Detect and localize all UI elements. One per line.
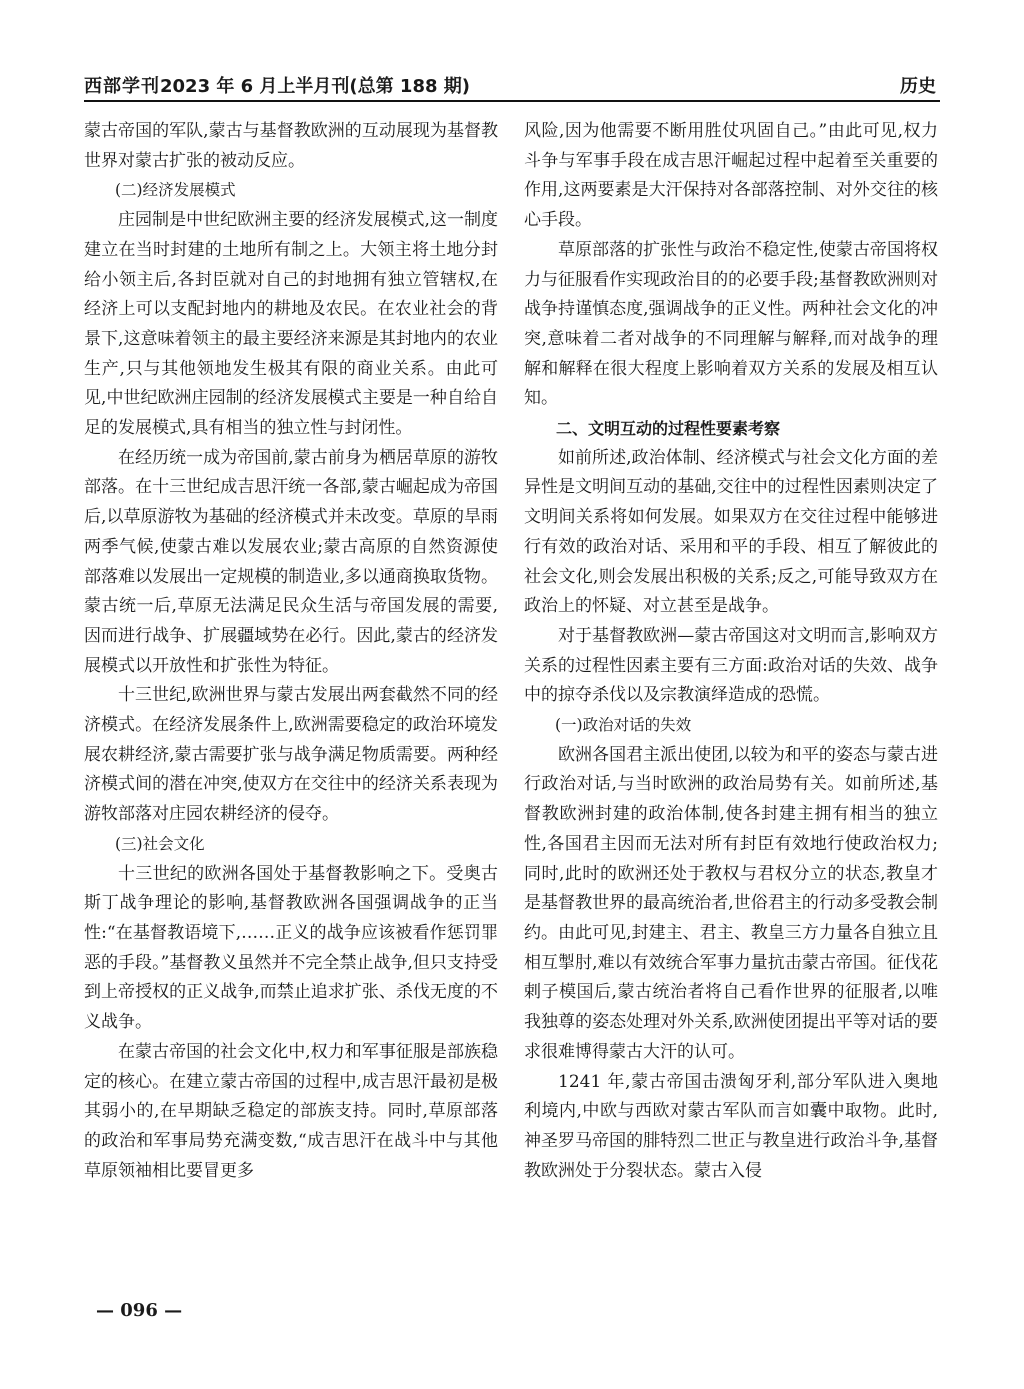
section-heading: 二、文明互动的过程性要素考察 bbox=[556, 419, 781, 439]
paragraph: 如前所述,政治体制、经济模式与社会文化方面的差异性是文明间互动的基础,交往中的过程性因素则决定了文明间关系将如何发展。如果双方在交往过程中能够进行有效的政治对话、采用和平的手段、相互了解彼此的社会文化,则会发展出积极的关系;反之,可能导致双方在政治上的怀疑、对立甚至是战争。 bbox=[524, 447, 938, 617]
paragraph: 欧洲各国君主派出使团,以较为和平的姿态与蒙古进行政治对话,与当时欧洲的政治局势有关。如前所述,基督教欧洲封建的政治体制,使各封建主拥有相当的独立性,各国君主因而无法对所有封臣有效地行使政治权力;同时,此时的欧洲还处于教权与君权分立的状态,教皇才是基督教世界的最高统治者,世俗君主的行动多受教会制约。由此可见,封建主、君主、教皇三方力量各自独立且相互掣肘,难以有效统合军事力量抗击蒙古帝国。征伐花剌子模国后,蒙古统治者将自己看作世界的征服者,以唯我独尊的姿态处理对外关系,欧洲使团提出平等对话的要求很难博得蒙古大汗的认可。 bbox=[524, 744, 938, 1062]
paragraph: 十三世纪的欧洲各国处于基督教影响之下。受奥古斯丁战争理论的影响,基督教欧洲各国强调战争的正当性:“在基督教语境下,……正义的战争应该被看作惩罚罪恶的手段。”基督教义虽然并不完全禁止战争,但只支持受到上帝授权的正义战争,而禁止追求扩张、杀伐无度的不义战争。 bbox=[84, 863, 498, 1033]
paragraph: 对于基督教欧洲—蒙古帝国这对文明而言,影响双方关系的过程性因素主要有三方面:政治对话的失效、战争中的掠夺杀伐以及宗教演绎造成的恐慌。 bbox=[524, 625, 938, 706]
paragraph: 1241 年,蒙古帝国击溃匈牙利,部分军队进入奥地利境内,中欧与西欧对蒙古军队而言如囊中取物。此时,神圣罗马帝国的腓特烈二世正与教皇进行政治斗争,基督教欧洲处于分裂状态。蒙古入侵 bbox=[524, 1071, 938, 1181]
journal-masthead: 西部学刊 bbox=[84, 76, 160, 97]
paragraph: 在蒙古帝国的社会文化中,权力和军事征服是部族稳定的核心。在建立蒙古帝国的过程中,成吉思汗最初是极其弱小的,在早期缺乏稳定的部族支持。同时,草原部落的政治和军事局势充满变数,“成吉思汗在战斗中与其他草原领袖相比要冒更多 bbox=[84, 1041, 498, 1181]
subsection-heading: (三)社会文化 bbox=[115, 834, 205, 853]
paragraph-continuation: 风险,因为他需要不断用胜仗巩固自己。”由此可见,权力斗争与军事手段在成吉思汗崛起过程中起着至关重要的作用,这两要素是大汗保持对各部落控制、对外交往的核心手段。 bbox=[524, 121, 938, 231]
paragraph: 十三世纪,欧洲世界与蒙古发展出两套截然不同的经济模式。在经济发展条件上,欧洲需要稳定的政治环境发展农耕经济,蒙古需要扩张与战争满足物质需要。两种经济模式间的潜在冲突,使双方在交往中的经济关系表现为游牧部落对庄园农耕经济的侵夺。 bbox=[84, 685, 498, 825]
subsection-heading: (二)经济发展模式 bbox=[115, 181, 236, 200]
right-column bbox=[524, 117, 938, 1186]
page-number: — 096 — bbox=[96, 1300, 183, 1321]
paragraph: 庄园制是中世纪欧洲主要的经济发展模式,这一制度建立在当时封建的土地所有制之上。大领主将土地分封给小领主后,各封臣就对自己的封地拥有独立管辖权,在经济上可以支配封地内的耕地及农民。在农业社会的背景下,这意味着领主的最主要经济来源是其封地内的农业生产,只与其他领地发生极其有限的商业关系。由此可见,中世纪欧洲庄园制的经济发展模式主要是一种自给自足的发展模式,具有相当的独立性与封闭性。 bbox=[84, 210, 498, 439]
paragraph: 在经历统一成为帝国前,蒙古前身为栖居草原的游牧部落。在十三世纪成吉思汗统一各部,蒙古崛起成为帝国后,以草原游牧为基础的经济模式并未改变。草原的旱雨两季气候,使蒙古难以发展农业;蒙古高原的自然资源使部落难以发展出一定规模的制造业,多以通商换取货物。蒙古统一后,草原无法满足民众生活与帝国发展的需要,因而进行战争、扩展疆域势在必行。因此,蒙古的经济发展模式以开放性和扩张性为特征。 bbox=[84, 447, 498, 676]
issue-info: 2023 年 6 月上半月刊(总第 188 期) bbox=[160, 76, 470, 97]
running-header bbox=[84, 66, 940, 102]
paragraph-continuation: 蒙古帝国的军队,蒙古与基督教欧洲的互动展现为基督教世界对蒙古扩张的被动反应。 bbox=[84, 121, 498, 171]
section-label: 历史 bbox=[900, 76, 936, 97]
left-column bbox=[84, 117, 498, 1186]
subsection-heading: (一)政治对话的失效 bbox=[555, 716, 692, 735]
paragraph: 草原部落的扩张性与政治不稳定性,使蒙古帝国将权力与征服看作实现政治目的的必要手段;基督教欧洲则对战争持谨慎态度,强调战争的正义性。两种社会文化的冲突,意味着二者对战争的不同理解与解释,而对战争的理解和解释在很大程度上影响着双方关系的发展及相互认知。 bbox=[524, 239, 938, 409]
